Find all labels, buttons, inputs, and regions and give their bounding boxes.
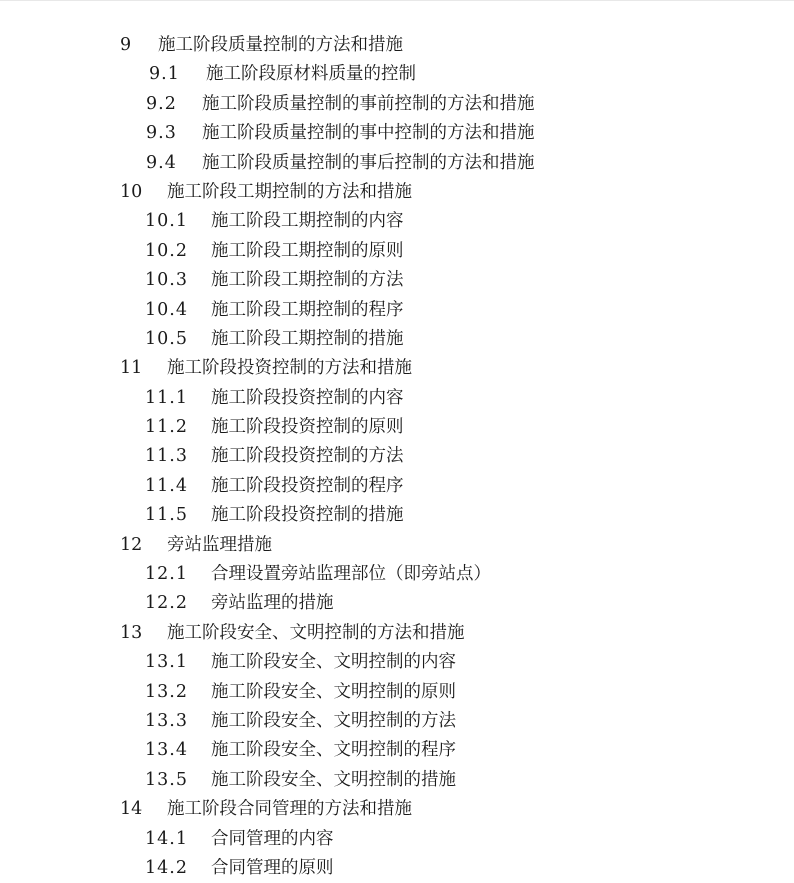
toc-entry-11 [0, 354, 794, 383]
toc-entry-number: 13.2 [145, 681, 188, 702]
toc-entry-title: 施工阶段安全、文明控制的内容 [211, 652, 456, 673]
toc-entry-number: 13.1 [145, 652, 188, 673]
toc-entry-11-2 [0, 413, 794, 442]
toc-entry-number: 9.2 [146, 93, 177, 114]
toc-entry-13-3 [0, 707, 794, 736]
toc-entry-9-2 [0, 90, 794, 119]
toc-entry-10-5 [0, 325, 794, 354]
toc-entry-title: 施工阶段安全、文明控制的方法 [211, 710, 456, 731]
toc-entry-title: 旁站监理措施 [167, 534, 272, 555]
toc-entry-14 [0, 795, 794, 824]
toc-entry-title: 施工阶段投资控制的内容 [211, 387, 404, 408]
toc-entry-title: 施工阶段工期控制的程序 [211, 299, 404, 320]
toc-entry-number: 13 [120, 622, 143, 643]
toc-entry-10-3 [0, 266, 794, 295]
toc-entry-number: 10.3 [145, 270, 188, 291]
toc-entry-9 [0, 31, 794, 60]
toc-entry-number: 9.1 [149, 64, 180, 85]
toc-entry-number: 9.3 [146, 123, 177, 144]
toc-entry-number: 10.1 [145, 211, 188, 232]
toc-entry-10-4 [0, 296, 794, 325]
toc-entry-title: 施工阶段投资控制的方法和措施 [167, 358, 412, 379]
toc-entry-13-2 [0, 678, 794, 707]
toc-entry-title: 施工阶段安全、文明控制的程序 [211, 740, 456, 761]
toc-entry-11-4 [0, 472, 794, 501]
toc-entry-number: 14 [120, 799, 143, 820]
toc-entry-title: 施工阶段合同管理的方法和措施 [167, 799, 412, 820]
toc-entry-10-2 [0, 237, 794, 266]
toc-entry-13-4 [0, 736, 794, 765]
toc-entry-number: 11.4 [145, 475, 188, 496]
toc-entry-title: 施工阶段工期控制的方法和措施 [167, 181, 412, 202]
toc-entry-14-1 [0, 825, 794, 854]
toc-entry-11-3 [0, 442, 794, 471]
toc-entry-title: 合同管理的原则 [211, 857, 334, 878]
toc-entry-number: 13.3 [145, 710, 188, 731]
toc-entry-title: 合同管理的内容 [211, 828, 334, 849]
toc-entry-number: 14.2 [145, 857, 188, 878]
toc-entry-title: 施工阶段投资控制的原则 [211, 417, 404, 438]
toc-entry-number: 10.4 [145, 299, 188, 320]
toc-entry-10-1 [0, 207, 794, 236]
toc-entry-11-1 [0, 384, 794, 413]
toc-entry-number: 13.4 [145, 740, 188, 761]
toc-entry-number: 12.2 [145, 593, 188, 614]
toc-entry-title: 施工阶段投资控制的措施 [211, 505, 404, 526]
toc-entry-title: 施工阶段投资控制的方法 [211, 446, 404, 467]
toc-entry-title: 施工阶段投资控制的程序 [211, 475, 404, 496]
toc-entry-title: 施工阶段质量控制的事中控制的方法和措施 [202, 123, 535, 144]
toc-entry-title: 合理设置旁站监理部位（即旁站点） [211, 564, 491, 585]
toc-entry-number: 10 [120, 181, 143, 202]
toc-entry-number: 9.4 [146, 152, 177, 173]
toc-entry-title: 施工阶段质量控制的方法和措施 [158, 35, 403, 55]
table-of-contents [0, 31, 794, 883]
toc-entry-title: 施工阶段工期控制的措施 [211, 328, 404, 349]
toc-entry-11-5 [0, 501, 794, 530]
toc-entry-9-4 [0, 149, 794, 178]
toc-entry-title: 施工阶段安全、文明控制的原则 [211, 681, 456, 702]
toc-entry-number: 10.2 [145, 240, 188, 261]
toc-entry-13 [0, 619, 794, 648]
toc-entry-number: 11 [120, 358, 143, 379]
toc-entry-9-1 [0, 60, 794, 89]
toc-entry-number: 9 [120, 35, 132, 55]
toc-entry-title: 施工阶段工期控制的原则 [211, 240, 404, 261]
toc-entry-number: 11.5 [145, 505, 188, 526]
toc-entry-13-5 [0, 766, 794, 795]
toc-entry-12-1 [0, 560, 794, 589]
toc-entry-title: 施工阶段质量控制的事后控制的方法和措施 [202, 152, 535, 173]
toc-entry-12 [0, 531, 794, 560]
toc-entry-title: 施工阶段原材料质量的控制 [206, 64, 416, 85]
toc-entry-number: 12.1 [145, 564, 188, 585]
toc-entry-title: 旁站监理的措施 [211, 593, 334, 614]
toc-entry-9-3 [0, 119, 794, 148]
toc-entry-title: 施工阶段安全、文明控制的措施 [211, 769, 456, 790]
toc-entry-12-2 [0, 589, 794, 618]
toc-entry-title: 施工阶段质量控制的事前控制的方法和措施 [202, 93, 535, 114]
toc-entry-10 [0, 178, 794, 207]
toc-entry-number: 11.2 [145, 417, 188, 438]
toc-entry-number: 11.1 [145, 387, 188, 408]
toc-entry-title: 施工阶段工期控制的方法 [211, 270, 404, 291]
toc-entry-title: 施工阶段安全、文明控制的方法和措施 [167, 622, 465, 643]
toc-entry-number: 10.5 [145, 328, 188, 349]
toc-entry-number: 12 [120, 534, 143, 555]
toc-entry-title: 施工阶段工期控制的内容 [211, 211, 404, 232]
toc-entry-number: 13.5 [145, 769, 188, 790]
toc-entry-number: 11.3 [145, 446, 188, 467]
toc-entry-13-1 [0, 648, 794, 677]
toc-entry-number: 14.1 [145, 828, 188, 849]
